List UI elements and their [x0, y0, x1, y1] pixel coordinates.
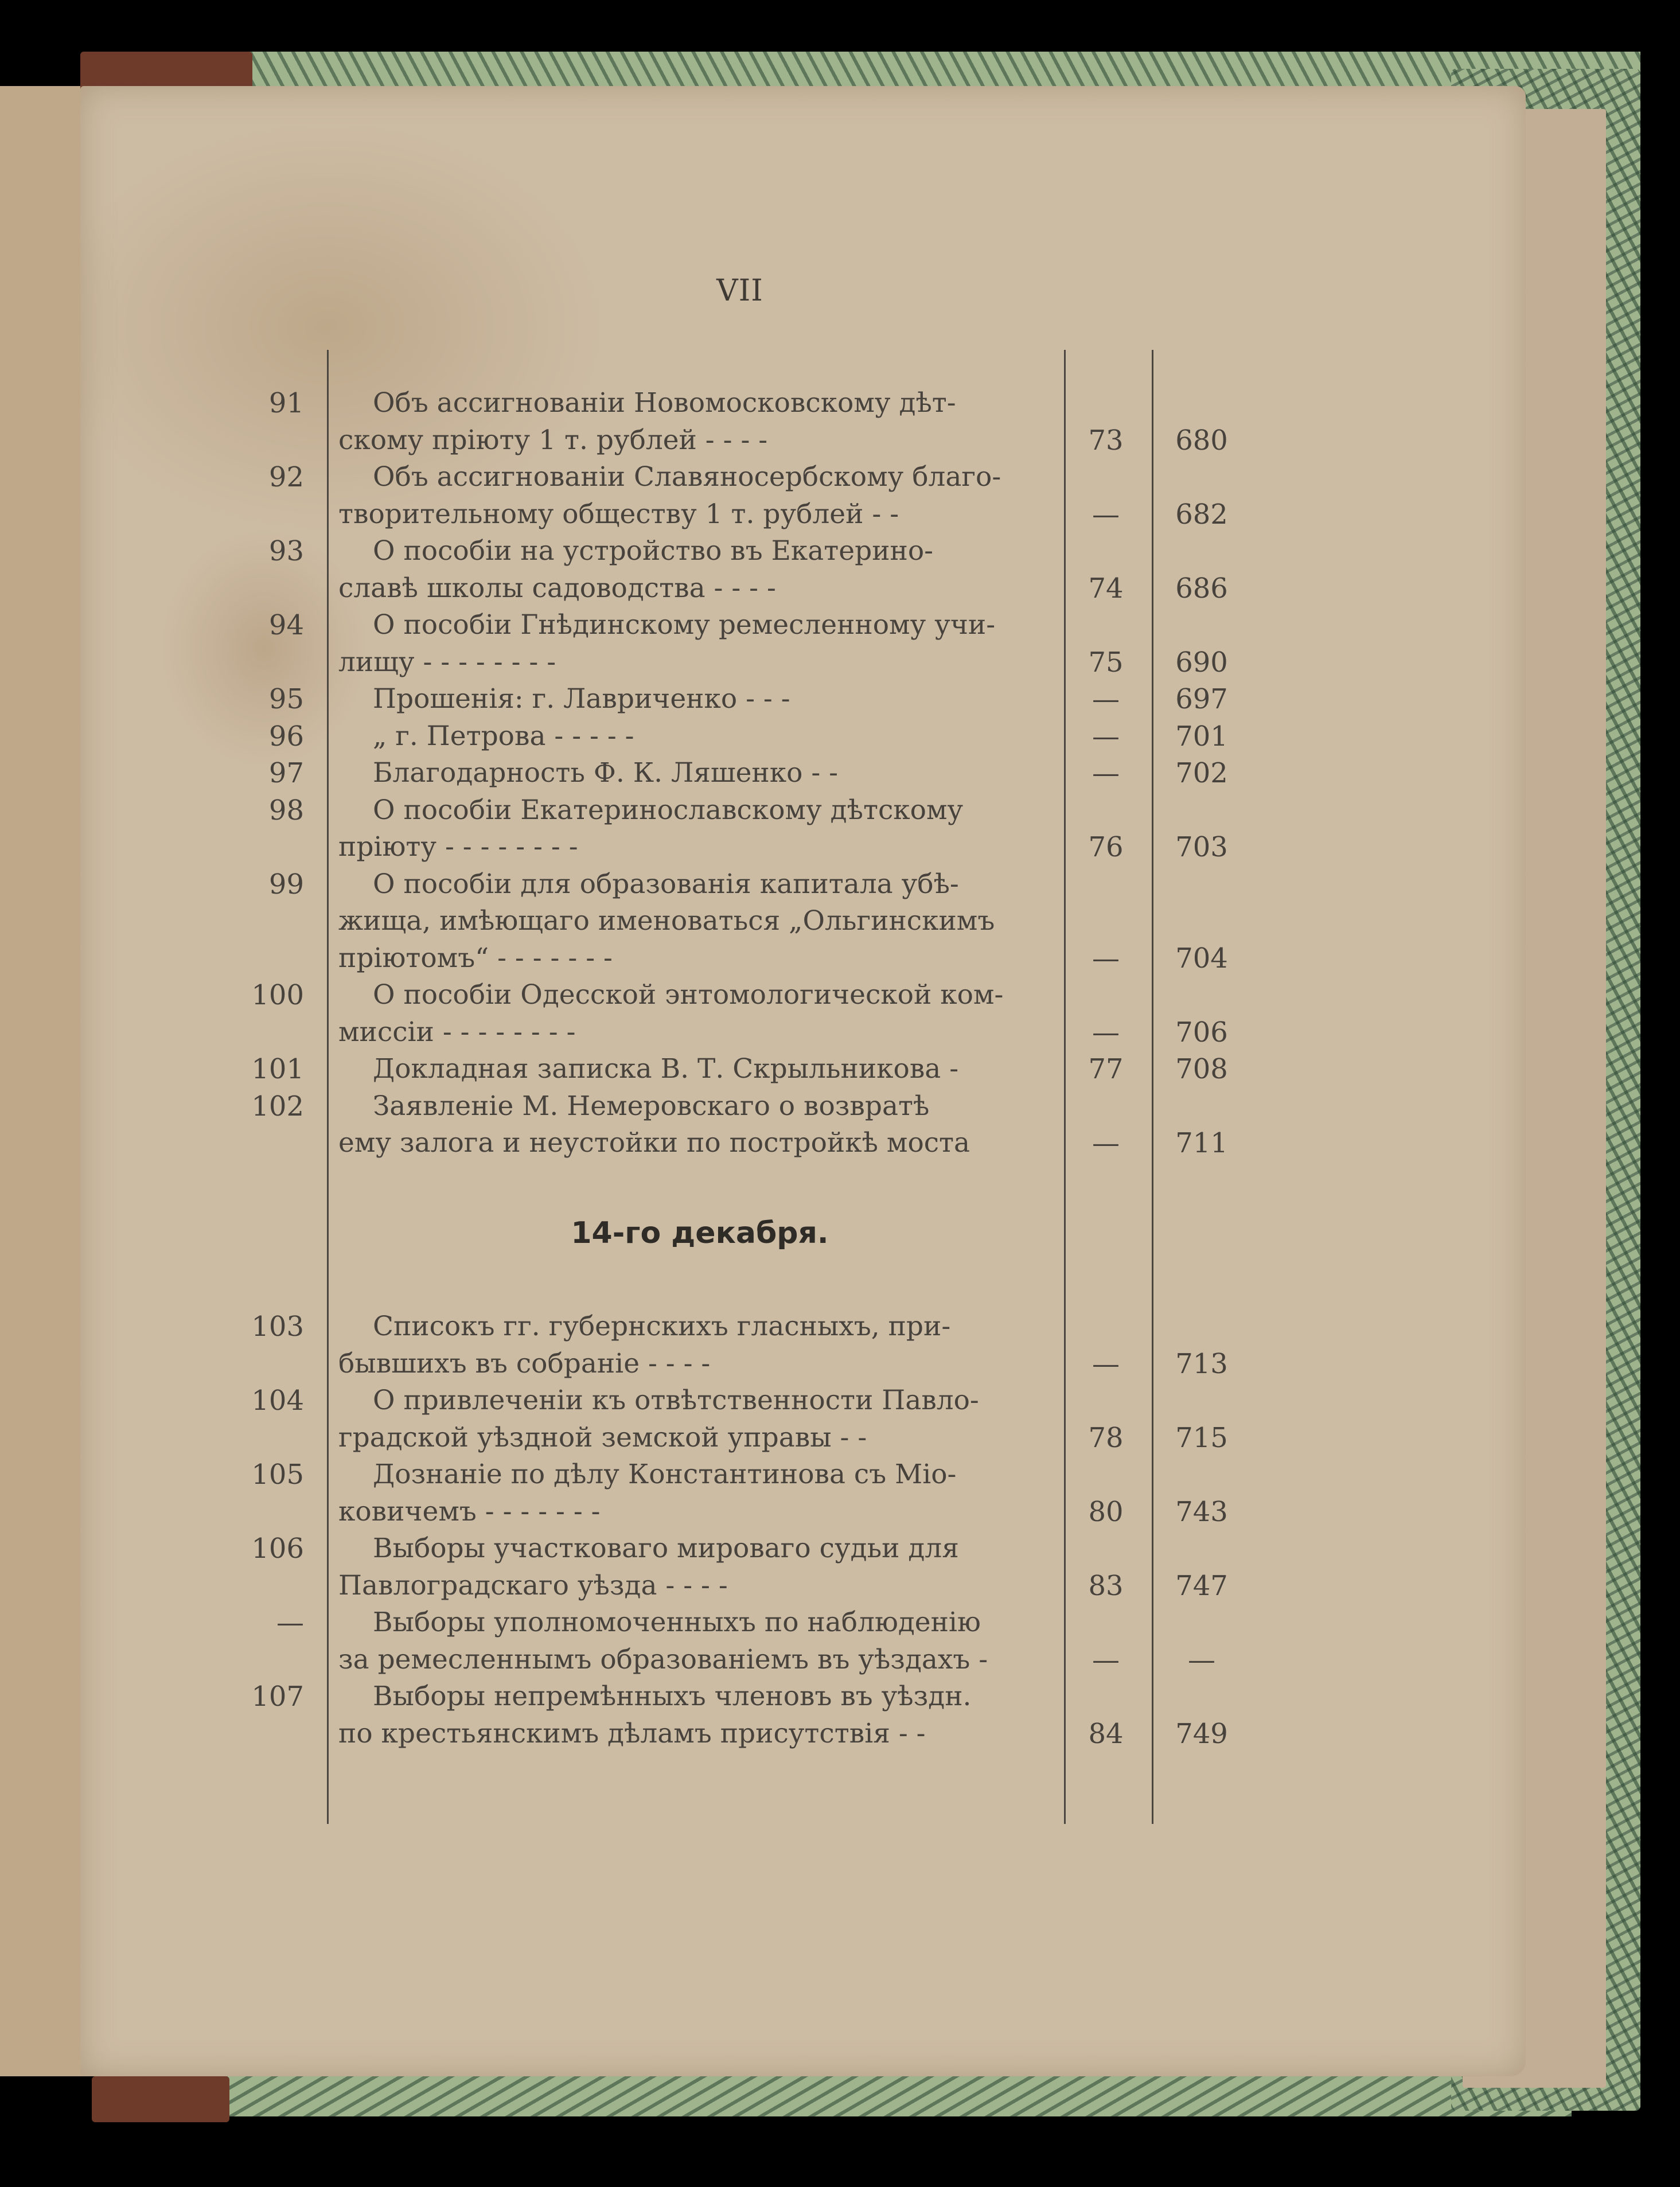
entry-page: 703	[1175, 831, 1228, 863]
entry-text-line: скому пріюту 1 т. рублей - - - -	[338, 424, 768, 456]
entry-number: 105	[251, 1459, 304, 1491]
entry-text-line: О пособіи на устройство въ Екатерино-	[373, 535, 934, 567]
entry-text-line: О пособіи Екатеринославскому дѣтскому	[373, 794, 964, 826]
entry-text-line: по крестьянскимъ дѣламъ присутствія - -	[338, 1717, 926, 1749]
entry-number: 96	[268, 720, 304, 753]
entry-text-line: Выборы уполномоченныхъ по наблюденію	[373, 1607, 981, 1638]
entry-volume: —	[1092, 1016, 1120, 1048]
entry-number: 99	[268, 868, 304, 900]
entry-text-line: ему залога и неустойки по постройкѣ моста	[338, 1127, 970, 1159]
entry-page: 680	[1175, 424, 1228, 457]
entry-volume: —	[1092, 498, 1120, 531]
entry-page: 686	[1175, 572, 1228, 605]
entry-text-line: бывшихъ въ собраніе - - - -	[338, 1347, 711, 1379]
entry-text-line: градской уѣздной земской управы - -	[338, 1421, 867, 1453]
entry-number: 98	[268, 794, 304, 827]
entry-text-line: Павлоградскаго уѣзда - - - -	[338, 1569, 728, 1601]
entry-text-line: творительному обществу 1 т. рублей - -	[338, 498, 899, 530]
entry-volume: 76	[1088, 831, 1124, 863]
entry-number: 102	[251, 1090, 304, 1122]
entry-volume: 84	[1088, 1717, 1124, 1750]
entry-text-line: пріюту - - - - - - - -	[338, 831, 578, 863]
entry-number: 92	[268, 461, 304, 493]
entry-text-line: Списокъ гг. губернскихъ гласныхъ, при-	[373, 1311, 951, 1342]
entry-page: 702	[1175, 757, 1228, 789]
entry-number: 103	[251, 1311, 304, 1343]
entry-volume: —	[1092, 1643, 1120, 1676]
entry-text-line: Благодарность Ф. К. Ляшенко - -	[373, 757, 839, 789]
entry-text-line: лищу - - - - - - - -	[338, 646, 556, 678]
entry-page: —	[1188, 1643, 1215, 1676]
entry-page: 701	[1175, 720, 1228, 753]
entry-number: 107	[251, 1681, 304, 1713]
entry-text-line: Выборы участковаго мироваго судьи для	[373, 1533, 959, 1564]
entry-text-line: О пособіи для образованія капитала убѣ-	[373, 868, 959, 900]
entry-text-line: Объ ассигнованіи Славяносербскому благо-	[373, 461, 1001, 493]
entry-page: 749	[1175, 1717, 1228, 1750]
entry-text-line: ковичемъ - - - - - - -	[338, 1495, 601, 1527]
page-number: VII	[716, 274, 763, 308]
entry-text-line: О пособіи Гнѣдинскому ремесленному учи-	[373, 609, 996, 641]
entry-number: 93	[268, 535, 304, 567]
section-heading: 14-го декабря.	[571, 1216, 829, 1250]
entry-text-line: за ремесленнымъ образованіемъ въ уѣздахъ -	[338, 1643, 988, 1675]
entry-page: 704	[1175, 942, 1228, 974]
entry-number: 104	[251, 1385, 304, 1417]
column-rule-middle	[1064, 350, 1066, 1824]
entry-text-line: Дознаніе по дѣлу Константинова съ Міо-	[373, 1459, 957, 1490]
entry-volume: —	[1092, 757, 1120, 789]
entry-text-line: пріютомъ“ - - - - - - -	[338, 942, 613, 974]
entry-volume: —	[1092, 720, 1120, 753]
entry-page: 706	[1175, 1016, 1228, 1048]
entry-text-line: Заявленіе М. Немеровскаго о возвратѣ	[373, 1090, 930, 1122]
entry-number: 101	[251, 1053, 304, 1085]
entry-text-line: О привлеченіи къ отвѣтственности Павло-	[373, 1385, 979, 1416]
entry-text-line: миссіи - - - - - - - -	[338, 1016, 576, 1048]
entry-text-line: Объ ассигнованіи Новомосковскому дѣт-	[373, 387, 956, 419]
entry-volume: —	[1092, 1127, 1120, 1159]
entry-volume: 80	[1088, 1495, 1124, 1528]
leather-spine-bottom	[92, 2076, 229, 2122]
entry-number: 95	[268, 683, 304, 715]
entry-page: 682	[1175, 498, 1228, 531]
entry-volume: 75	[1088, 646, 1124, 679]
entry-page: 715	[1175, 1421, 1228, 1454]
entry-text-line: Докладная записка В. Т. Скрыльникова -	[373, 1053, 959, 1085]
entry-page: 747	[1175, 1569, 1228, 1602]
entry-text-line: жища, имѣющаго именоваться „Ольгинскимъ	[338, 905, 995, 937]
entry-number: 106	[251, 1533, 304, 1565]
entry-page: 690	[1175, 646, 1228, 679]
entry-page: 711	[1175, 1127, 1228, 1159]
entry-page: 708	[1175, 1053, 1228, 1085]
column-rule-right	[1152, 350, 1153, 1824]
entry-volume: —	[1092, 683, 1120, 715]
entry-page: 713	[1175, 1347, 1228, 1380]
entry-number: 97	[268, 757, 304, 789]
entry-text-line: Прошенія: г. Лавриченко - - -	[373, 683, 790, 715]
entry-page: 743	[1175, 1495, 1228, 1528]
entry-number: 94	[268, 609, 304, 641]
entry-number: —	[276, 1607, 304, 1639]
entry-text-line: славѣ школы садоводства - - - -	[338, 572, 776, 604]
entry-volume: —	[1092, 1347, 1120, 1380]
entry-volume: 83	[1088, 1569, 1124, 1602]
entry-volume: 73	[1088, 424, 1124, 457]
entry-volume: 74	[1088, 572, 1124, 605]
entry-text-line: „ г. Петрова - - - - -	[373, 720, 634, 752]
column-rule-left	[327, 350, 329, 1824]
entry-page: 697	[1175, 683, 1228, 715]
entry-volume: —	[1092, 942, 1120, 974]
entry-volume: 78	[1088, 1421, 1124, 1454]
entry-number: 100	[251, 979, 304, 1011]
entry-text-line: Выборы непремѣнныхъ членовъ въ уѣздн.	[373, 1681, 972, 1712]
entry-volume: 77	[1088, 1053, 1124, 1085]
entry-number: 91	[268, 387, 304, 419]
entry-text-line: О пособіи Одесской энтомологической ком-	[373, 979, 1004, 1011]
